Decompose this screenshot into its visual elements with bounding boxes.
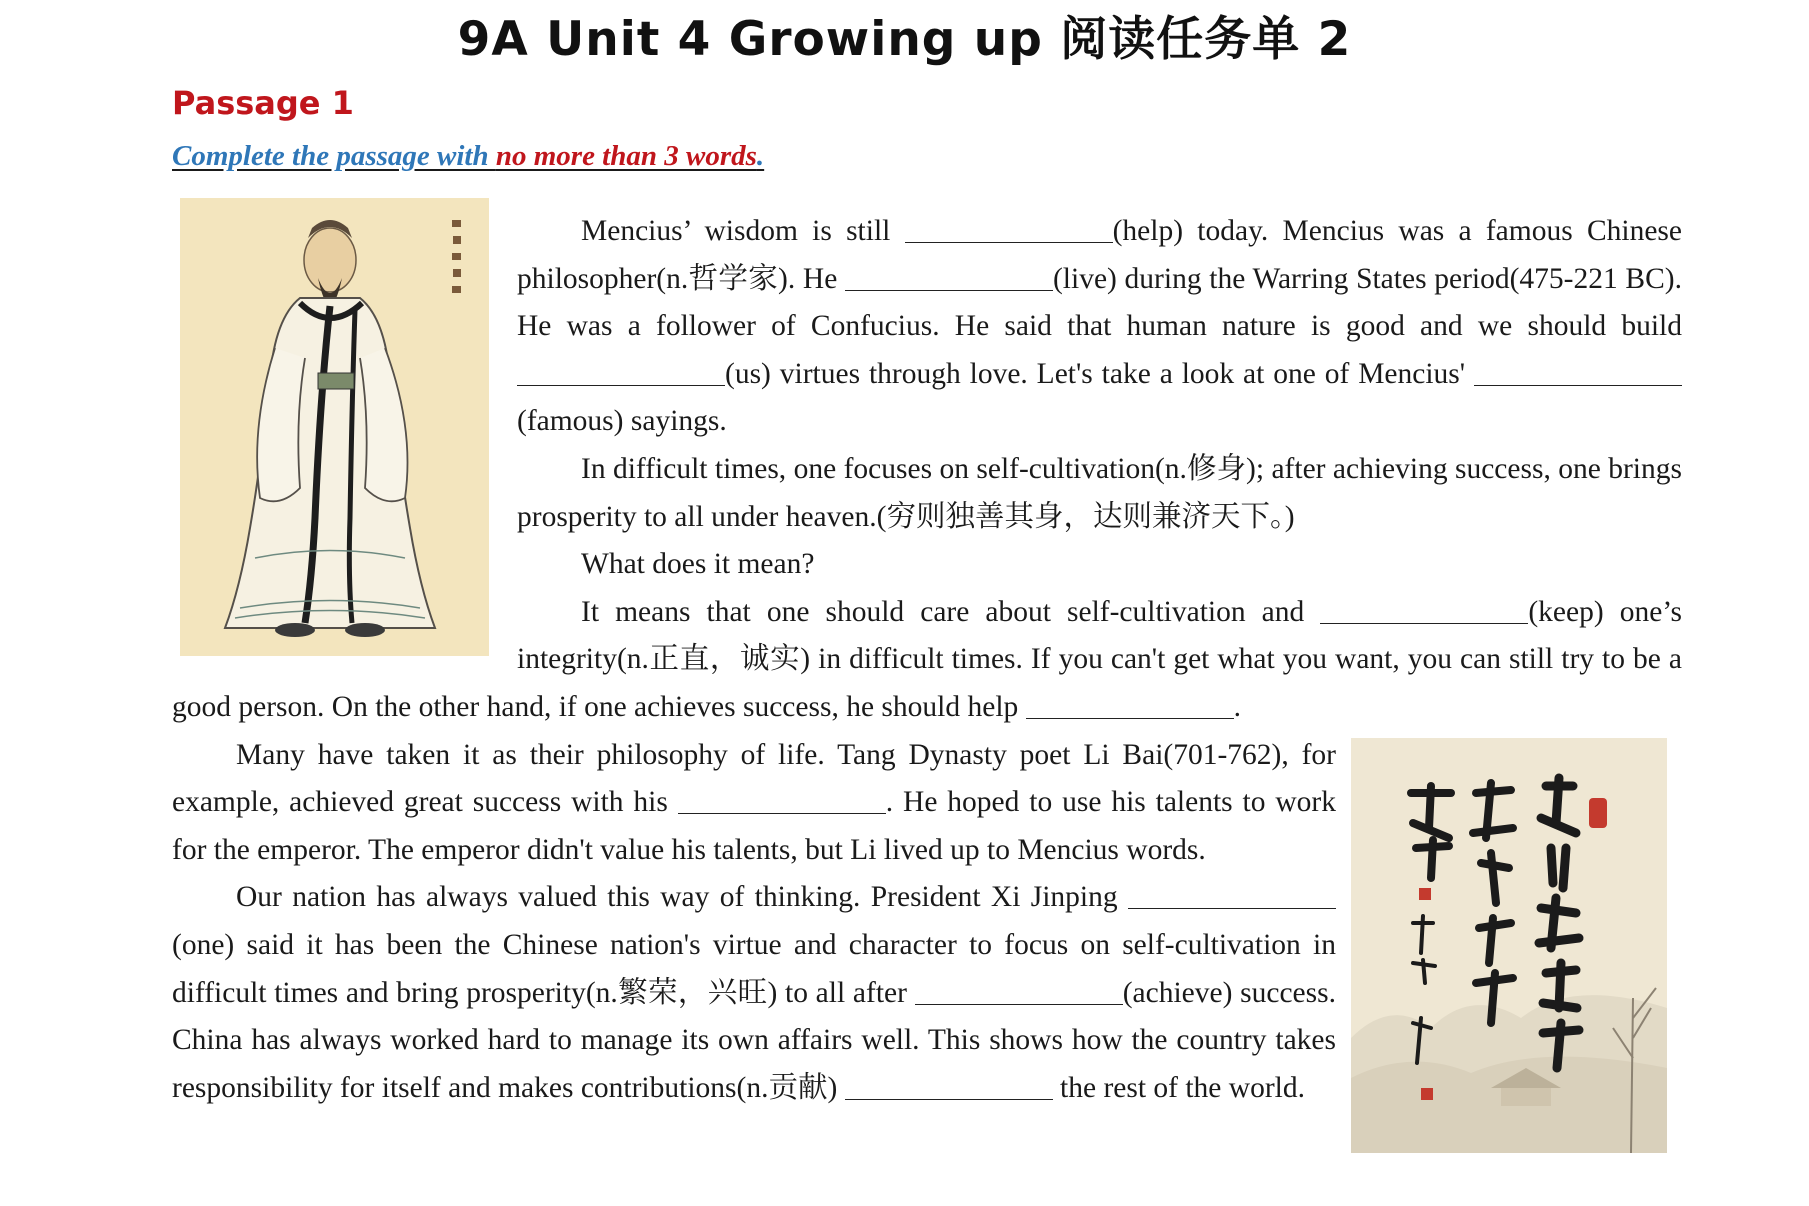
instruction-emphasis: no more than 3 words — [495, 140, 757, 172]
paragraph-text: It means that one should care about self-cultivation and — [581, 595, 1321, 628]
portrait-spacer — [172, 208, 517, 670]
paragraph-text: the rest of the world. — [1052, 1071, 1305, 1104]
paragraph-text: Our nation has always valued this way of thinking. President Xi Jinping — [236, 881, 1128, 914]
answer-blank[interactable] — [915, 974, 1123, 1005]
answer-blank[interactable] — [1320, 593, 1528, 624]
answer-blank[interactable] — [1128, 879, 1336, 910]
answer-blank[interactable] — [905, 213, 1113, 244]
passage-label: Passage 1 — [172, 84, 354, 122]
paragraph-text: (live) during the Warring States period(475-221 BC). He was a follower of Confucius. He said that human nature is good and we should build — [517, 262, 1682, 343]
paragraph-text: Many have taken it as their philosophy of life. Tang Dynasty poet Li Bai(701-762), for example, achieved great success with his — [172, 738, 1336, 819]
answer-blank[interactable] — [845, 260, 1053, 291]
answer-blank[interactable] — [1026, 688, 1234, 719]
paragraph-text: (help) today. Mencius was a famous Chinese philosopher(n.哲学家). He — [517, 215, 1682, 295]
answer-blank[interactable] — [678, 784, 886, 815]
paragraph-2: In difficult times, one focuses on self-cultivation(n.修身); after achieving success, one brings prosperity to all under heaven.(穷则独善其身，达则兼济天下。) — [517, 452, 1682, 533]
paragraph-text: (keep) one’s integrity(n.正直，诚实) in difficult times. If you can't get what you want, you can still try to be a good person. On the other hand, if one achieves success, he should help — [172, 595, 1682, 723]
paragraph-text: (us) virtues through love. Let's take a look at one of Mencius' — [725, 357, 1474, 390]
paragraph-text: (one) said it has been the Chinese nation's virtue and character to focus on self-cultivation in difficult times and bring prosperity(n.繁荣，兴旺) to all after — [172, 928, 1336, 1009]
answer-blank[interactable] — [1474, 355, 1682, 386]
calligraphy-spacer — [1336, 747, 1682, 1187]
instruction-line — [172, 140, 764, 173]
page-title: 9A Unit 4 Growing up 阅读任务单 2 — [457, 12, 1352, 67]
answer-blank[interactable] — [845, 1069, 1053, 1100]
answer-blank[interactable] — [517, 355, 725, 386]
instruction-period: . — [756, 140, 765, 172]
instruction-text: Complete the passage with — [172, 140, 496, 172]
paragraph-text: . — [1233, 690, 1242, 723]
paragraph-text: . He hoped to use his talents to work for the emperor. The emperor didn't value his talents, but Li lived up to Mencius words. — [172, 786, 1336, 866]
paragraph-text: (famous) sayings. — [517, 405, 727, 438]
paragraph-text: (achieve) success. China has always worked hard to manage its own affairs well. This shows how the country takes responsibility for itself and makes contributions(n.贡献) — [172, 976, 1336, 1104]
passage-body — [172, 208, 1682, 1187]
paragraph-text: Mencius’ wisdom is still — [581, 215, 905, 247]
paragraph-3: What does it mean? — [581, 548, 815, 581]
